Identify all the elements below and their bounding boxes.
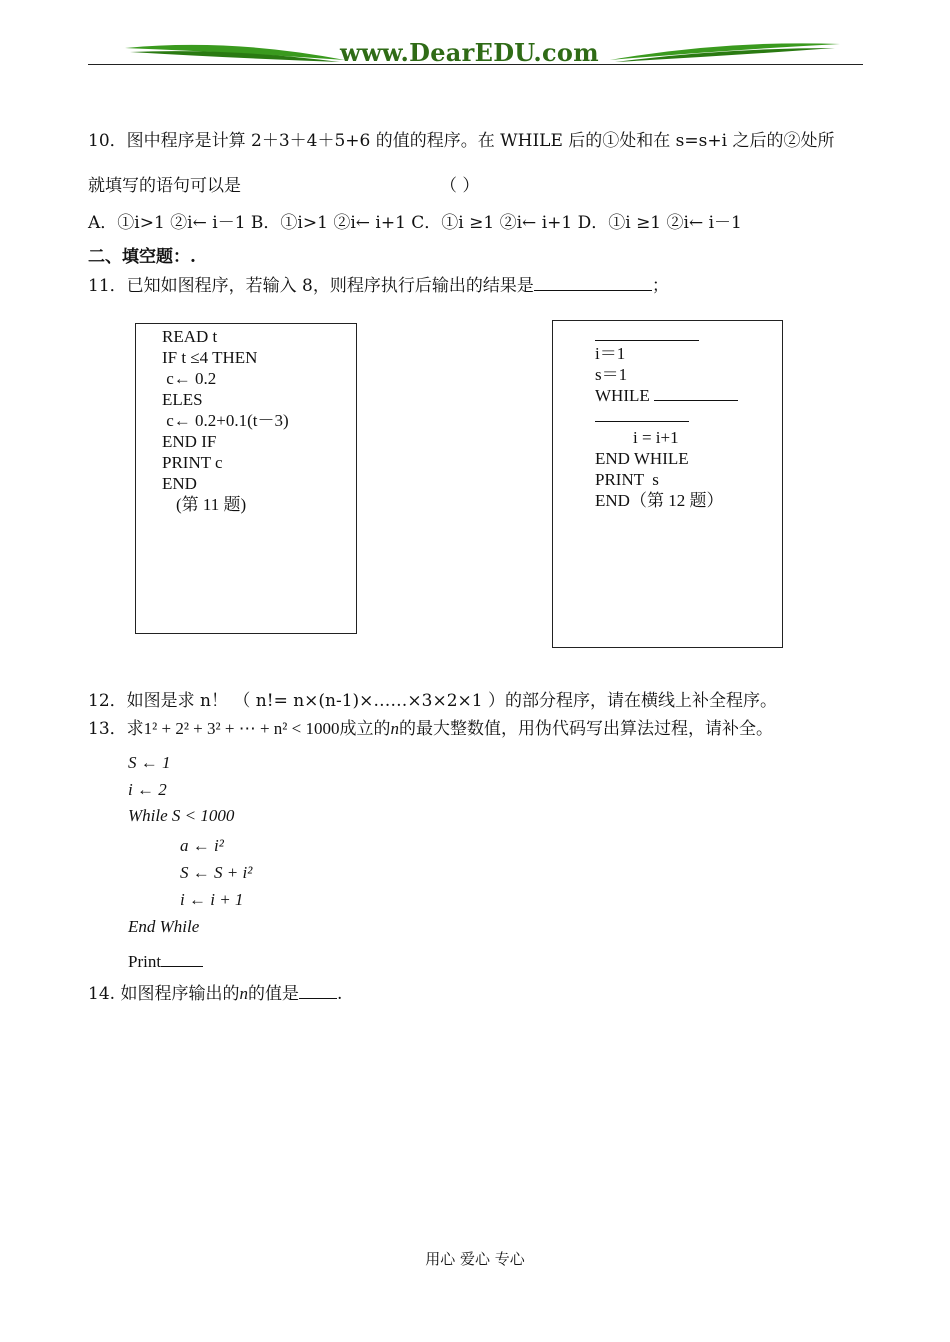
q11-answer-blank[interactable] xyxy=(534,275,652,291)
pseudo-line-5: S ← S + i² xyxy=(180,863,253,882)
pseudo-line-2: i ← 2 xyxy=(128,780,167,799)
code-line: READ t xyxy=(162,327,218,346)
q10-options: A．①i>1 ②i← i－1 B．①i>1 ②i← i+1 C．①i ≥1 ②i← i+1 D．①i ≥1 ②i← i－1 xyxy=(88,213,742,233)
code-line: c← 0.2+0.1(t－3) xyxy=(162,411,289,430)
code-line: PRINT s xyxy=(595,470,659,489)
blank-line-12-top[interactable] xyxy=(595,340,699,341)
q13-formula: 1² + 2² + 3² + ⋯ + n² < 1000 xyxy=(143,719,340,738)
blank-line-12-while[interactable] xyxy=(654,385,738,401)
q14-prefix: 14. 如图程序输出的 xyxy=(88,984,240,1004)
code-line: PRINT c xyxy=(162,453,223,472)
q11-end: ； xyxy=(651,276,669,296)
pseudo-print xyxy=(128,952,203,972)
program-12-code xyxy=(595,343,738,511)
q10-line1: 10．图中程序是计算 2＋3＋4＋5+6 的值的程序。在 WHILE 后的①处和在 s=s+i 之后的②处所 xyxy=(88,131,835,151)
code-line: END（第 12 题） xyxy=(595,491,724,510)
pseudo-line-3: While S < 1000 xyxy=(128,806,235,825)
q10-line2: 就填写的语句可以是 xyxy=(88,176,241,196)
q12-text: 12．如图是求 n！ （ n!= n×(n-1)×……×3×2×1 ）的部分程序，请在横线上补全程序。 xyxy=(88,691,778,711)
q14-answer-blank[interactable] xyxy=(299,983,337,999)
pseudo-print-keyword: Print xyxy=(128,952,162,971)
pseudo-line-1: S ← 1 xyxy=(128,753,171,772)
q14-end: . xyxy=(336,984,343,1004)
section-title: 二、填空题：. xyxy=(88,247,196,267)
q13-suffix: 成立的 xyxy=(339,719,391,739)
q13-var: n xyxy=(390,719,399,738)
header-rule xyxy=(88,64,863,65)
q13-prefix: 13．求 xyxy=(88,719,144,739)
code-line: IF t ≤4 THEN xyxy=(162,348,258,367)
program-11-code xyxy=(162,326,289,515)
code-line: END xyxy=(162,474,197,493)
code-line: i＝1 xyxy=(595,344,626,363)
pseudo-line-4: a ← i² xyxy=(180,836,224,855)
code-line: END WHILE xyxy=(595,449,689,468)
code-line-while xyxy=(595,385,738,406)
code-line: END IF xyxy=(162,432,217,451)
q14-suffix: 的值是 xyxy=(247,984,299,1004)
code-line: s＝1 xyxy=(595,365,628,384)
code-while-keyword: WHILE xyxy=(595,386,650,405)
pseudo-print-blank[interactable] xyxy=(161,955,203,967)
pseudo-line-7: End While xyxy=(128,917,200,936)
code-line-blank xyxy=(595,406,738,427)
q11-text: 11．已知如图程序，若输入 8，则程序执行后输出的结果是 xyxy=(88,276,534,296)
q10-paren: （ ） xyxy=(440,176,480,196)
program-11-caption: (第 11 题) xyxy=(176,495,247,514)
q14-var: n xyxy=(239,984,248,1003)
pseudo-line-6: i ← i + 1 xyxy=(180,890,244,909)
q11-question xyxy=(88,271,669,296)
site-logo[interactable]: www.DearEDU.com xyxy=(340,38,599,67)
code-line: ELES xyxy=(162,390,203,409)
q13-suffix2: 的最大整数值，用伪代码写出算法过程，请补全。 xyxy=(398,719,773,739)
q14-question xyxy=(88,979,342,1004)
blank-line-12-body[interactable] xyxy=(595,406,689,422)
page-footer: 用心 爱心 专心 xyxy=(425,1250,525,1268)
q13-question xyxy=(88,714,773,739)
code-line: i = i+1 xyxy=(633,428,679,447)
code-line: c← 0.2 xyxy=(162,369,217,388)
